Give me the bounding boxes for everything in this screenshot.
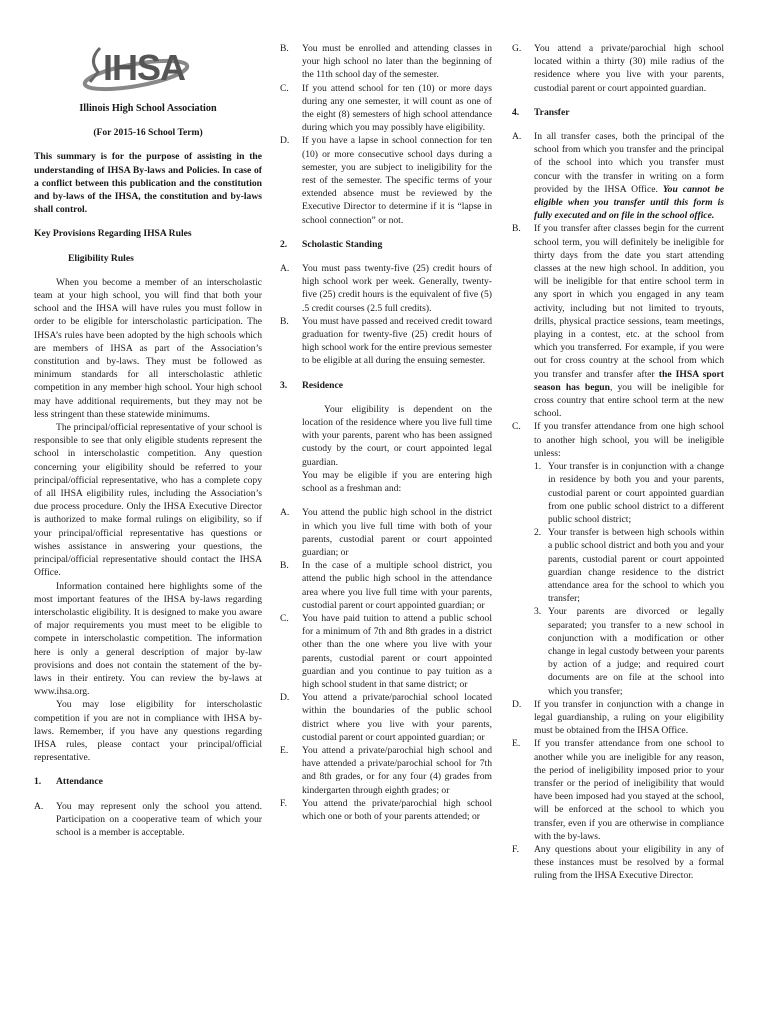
transfer-item-d: D. If you transfer in conjunction with a change in legal guardianship, a ruling on your eligibility must be obtained from the IHSA Office. xyxy=(512,698,724,737)
residence-item-c: C. You have paid tuition to attend a public school for a minimum of 7th and 8th grades in a district other than the one where you live with your parents, custodial parent or court appointed guardian and you continue to pay tuition as a high school student in that same district; or xyxy=(280,612,492,690)
column-2 xyxy=(280,42,492,823)
scholastic-item-a: A. You must pass twenty-five (25) credit hours of high school work per week. Generally, twenty-five (25) credit hours is the equivalent of five (5) .5 credit courses (2.5 full credits). xyxy=(280,263,492,314)
intro-paragraph-3: Information contained here highlights some of the most important features of the IHSA by-laws regarding interscholastic eligibility. It is designed to make you aware of major requirements you must meet to be eligible to compete in interscholastic competition. The information here is only a general description of major by-law provisions and does not contain the statement of the by-laws in their entirety. You can review the by-laws at www.ihsa.org. xyxy=(34,580,262,698)
residence-item-b: B. In the case of a multiple school district, you attend the public high school in the attendance area where you live full time with your parents, custodial parent or court appointed guardian; or xyxy=(280,560,492,611)
transfer-a-text: In all transfer cases, both the principal of the school from which you transfer and the principal of the school into which you transfer must concur with the transfer in writing on a form provided by the IHSA Office. xyxy=(534,131,724,195)
transfer-c-subitem-2: 2. Your transfer is between high schools within a public school district and both you and your parents, custodial parent or court appointed guardian change residence to the district attendance area for the school to which you transfer; xyxy=(534,527,724,605)
summary-statement: This summary is for the purpose of assisting in the understanding of IHSA By-laws and Policies. In case of a conflict between this publication and the constitution and by-laws of the IHSA, the constitution and by-laws shall control. xyxy=(34,151,262,216)
residence-item-f: F. You attend the private/parochial high school which one or both of your parents attended; or xyxy=(280,797,492,822)
transfer-item-e: E. If you transfer attendance from one school to another while you are ineligible for any reason, the period of ineligibility imposed prior to your transfer or the period of ineligibility that would have been imposed had you stayed at the school, will be enforced at the school to which you transfer, even if you are otherwise in compliance with the by-laws. xyxy=(512,738,724,842)
logo-text: IHSA xyxy=(102,47,186,88)
eligibility-rules-heading: Eligibility Rules xyxy=(68,252,134,264)
attendance-item-d: D. If you have a lapse in school connection for ten (10) or more consecutive school days during a semester, you are subject to ineligibility for the rest of the semester. The specific terms of your extended absence must be reviewed by the Executive Director to determine if it is “lapse in school connection” or not. xyxy=(280,135,492,226)
residence-heading: 3. Residence xyxy=(280,379,344,391)
attendance-heading: 1. Attendance xyxy=(34,776,103,788)
intro-paragraph-4: You may lose eligibility for interscholastic competition if you are not in compliance with IHSA by-laws. Remember, if you have any questions regarding IHSA rules, please contact your principal/official representative. xyxy=(34,699,262,764)
residence-item-e: E. You attend a private/parochial high school and have attended a private/parochial school for 7th and 8th grades, or for any four (4) grades from kindergarten through eighth grades; or xyxy=(280,744,492,796)
residence-item-a: A. You attend the public high school in the district in which you live full time with both of your parents, custodial parent or court appointed guardian; or xyxy=(280,507,492,558)
attendance-item-b: B. You must be enrolled and attending classes in your high school no later than the beginning of the 11th school day of the semester. xyxy=(280,43,492,81)
residence-intro-1: Your eligibility is dependent on the location of the residence where you live full time with your parents, parent who has been assigned custody by the court, or court appointed legal guardian. xyxy=(302,403,492,468)
attendance-item-a: A. You may represent only the school you attend. Participation on a cooperative team of which your school is a member is acceptable. xyxy=(34,800,262,838)
intro-paragraph-2: The principal/official representative of your school is responsible to see that only eligible students represent the school in interscholastic competition. Any question concerning your eligibility should be referred to your principal/official representative, who has a complete copy of all IHSA eligibility rules, including the Association’s due process procedure. Only the IHSA Executive Director is authorized to make formal rulings on eligibility, so if your principal/official representative has questions or wishes assistance in answering your questions, the principal/official representative should contact the IHSA Office. xyxy=(34,422,262,579)
column-1 xyxy=(34,42,262,839)
transfer-b-bold: the IHSA sport season has begun xyxy=(534,368,724,393)
intro-paragraph-1: When you become a member of an interscholastic team at your high school, you will find that both your school and the IHSA will have rules you must follow in order to be eligible for interscholastic participation. The IHSA’s rules have been adopted by the high schools which are members of IHSA as part of the Association’s constitution and by-laws. They must be followed as minimum standards for all interscholastic athletic competition in any member high school. Your high school may have additional requirements, but they may not be less stringent than these statewide minimums. xyxy=(34,276,262,420)
residence-intro-2: You may be eligible if you are entering high school as a freshman and: xyxy=(302,469,492,495)
column-3 xyxy=(512,42,724,883)
transfer-item-b: B. If you transfer after classes begin for the current school term, you will definitely be ineligible for thirty days from the date you start attending classes at the new high school. In addition, you will be ineligible for that entire school term in any sport in which you engaged in any team activity, including but not limited to tryouts, drills, physical practice sessions, team meetings, playing in a contest, etc. at the school from which you transferred. For example, if you were out for cross country at the school from which you transfer and transfer after the IHSA sport season has begun, you will be ineligible for cross country that entire school term at the new school. xyxy=(512,223,724,420)
transfer-b-text-end: , you will be ineligible for cross country that entire school term at the new school. xyxy=(534,381,724,420)
ihsa-logo xyxy=(34,42,262,96)
transfer-c-subitem-3: 3. Your parents are divorced or legally separated; you transfer to a new school in conjunction with a modification or other change in legal custody between your parents by action of a judge; and required court documents are on file at the school into which you transfer; xyxy=(534,606,724,697)
residence-item-d: D. You attend a private/parochial school located within the boundaries of the public school district where you live with your parents, custodial parent or court appointed guardian; or xyxy=(280,692,492,743)
scholastic-standing-heading: 2. Scholastic Standing xyxy=(280,238,383,250)
org-name: Illinois High School Association xyxy=(79,103,217,114)
transfer-c-subitem-1: 1. Your transfer is in conjunction with a change in residence by both you and your parents, custodial parent or court appointed guardian from one public school district to a different public school district; xyxy=(534,461,724,525)
transfer-heading: 4. Transfer xyxy=(512,106,570,118)
transfer-item-a: A. In all transfer cases, both the principal of the school from which you transfer and the principal of the school into which you transfer must concur with the transfer in writing on a form provided by the IHSA Office. You cannot be eligible when you transfer until this form is fully executed and on file in the school office. xyxy=(512,131,724,222)
ihsa-logo-graphic xyxy=(80,42,216,92)
residence-item-g: G. You attend a private/parochial high school located within a thirty (30) mile radius of the residence where you live with your parents, custodial parent or court appointed guardian. xyxy=(512,43,724,94)
transfer-item-c: C. If you transfer attendance from one high school to another high school, you will be ineligible unless: xyxy=(512,421,724,459)
school-term: (For 2015-16 School Term) xyxy=(93,127,203,139)
transfer-a-emphasis: You cannot be eligible when you transfer until this form is fully executed and on file in the school office. xyxy=(534,183,724,222)
transfer-item-f: F. Any questions about your eligibility in any of these instances must be resolved by a formal ruling from the IHSA Executive Director. xyxy=(512,843,724,882)
key-provisions-heading: Key Provisions Regarding IHSA Rules xyxy=(34,228,192,240)
scholastic-item-b: B. You must have passed and received credit toward graduation for twenty-five (25) credit hours of high school work for the entire previous semester to be eligible at all during the ensuing semester. xyxy=(280,315,492,367)
attendance-item-c: C. If you attend school for ten (10) or more days during any one semester, it will count as one of the eight (8) semesters of high school attendance during which you may possibly have eligibility. xyxy=(280,82,492,134)
transfer-b-text: If you transfer after classes begin for the current school term, you will definitely be ineligible for thirty days from the date you start attending classes at the new high school. In addition, you will be ineligible for that entire school term in any sport in which you engaged in any team activity, including but not limited to tryouts, drills, physical practice sessions, team meetings, playing in a contest, etc. at the school from which you transferred. For example, if you were out for cross country at the school from which you transfer and transfer after xyxy=(534,223,724,380)
